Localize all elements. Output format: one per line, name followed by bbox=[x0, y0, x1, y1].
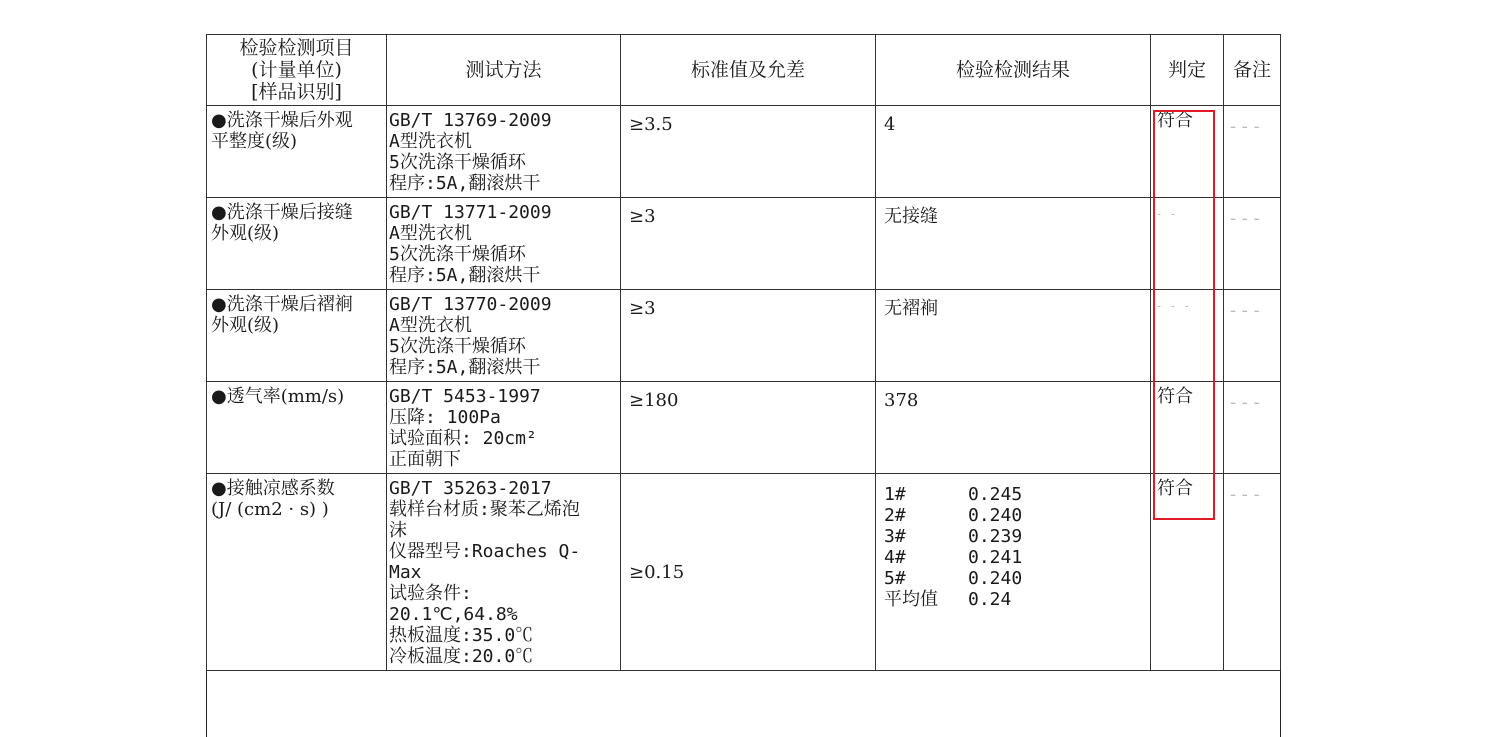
result-row: 5# 0.240 bbox=[884, 568, 1023, 589]
judgement-cell bbox=[1151, 198, 1224, 290]
item-cell: ●洗涤干燥后外观 平整度(级) bbox=[207, 106, 387, 198]
header-standard: 标准值及允差 bbox=[621, 35, 876, 106]
header-method: 测试方法 bbox=[387, 35, 621, 106]
result-row: 平均值 0.24 bbox=[884, 589, 1012, 610]
result-row: 1# 0.245 bbox=[884, 484, 1023, 505]
empty-dash: - - - bbox=[1157, 299, 1192, 313]
note-cell: - - - bbox=[1224, 198, 1281, 290]
item-cell: ●透气率(mm/s) bbox=[207, 382, 387, 474]
note-cell: - - - bbox=[1224, 382, 1281, 474]
item-cell: ●接触凉感系数 (J/ (cm2 · s) ) bbox=[207, 474, 387, 671]
judgement-cell: 符合 bbox=[1151, 106, 1224, 198]
table-row bbox=[207, 106, 1281, 198]
standard-cell: ≥3 bbox=[621, 198, 876, 290]
method-cell: GB/T 35263-2017 载样台材质:聚苯乙烯泡 沫 仪器型号:Roaches Q- Max 试验条件: 20.1℃,64.8% 热板温度:35.0℃ 冷板温度:20.0℃ bbox=[387, 474, 621, 671]
header-result: 检验检测结果 bbox=[876, 35, 1151, 106]
header-judgement: 判定 bbox=[1151, 35, 1224, 106]
result-cell: 无接缝 bbox=[876, 198, 1151, 290]
table-row bbox=[207, 474, 1281, 671]
table-header-row bbox=[207, 35, 1281, 106]
result-cell: 无褶裥 bbox=[876, 290, 1151, 382]
method-cell: GB/T 13769-2009 A型洗衣机 5次洗涤干燥循环 程序:5A,翻滚烘干 bbox=[387, 106, 621, 198]
result-cell: 4 bbox=[876, 106, 1151, 198]
result-row: 4# 0.241 bbox=[884, 547, 1023, 568]
method-cell: GB/T 13771-2009 A型洗衣机 5次洗涤干燥循环 程序:5A,翻滚烘干 bbox=[387, 198, 621, 290]
standard-cell: ≥3 bbox=[621, 290, 876, 382]
test-report-table-frame bbox=[206, 34, 1281, 737]
method-cell: GB/T 13770-2009 A型洗衣机 5次洗涤干燥循环 程序:5A,翻滚烘干 bbox=[387, 290, 621, 382]
method-cell: GB/T 5453-1997 压降: 100Pa 试验面积: 20cm² 正面朝下 bbox=[387, 382, 621, 474]
standard-cell: ≥3.5 bbox=[621, 106, 876, 198]
table-row bbox=[207, 290, 1281, 382]
item-cell: ●洗涤干燥后褶裥 外观(级) bbox=[207, 290, 387, 382]
note-cell: - - - bbox=[1224, 290, 1281, 382]
header-item: 检验检测项目 (计量单位) [样品识别] bbox=[207, 35, 387, 106]
header-note: 备注 bbox=[1224, 35, 1281, 106]
result-row: 2# 0.240 bbox=[884, 505, 1023, 526]
result-cell: 378 bbox=[876, 382, 1151, 474]
table-row bbox=[207, 198, 1281, 290]
empty-dash: - - bbox=[1157, 207, 1178, 221]
judgement-cell: 符合 bbox=[1151, 382, 1224, 474]
note-cell: - - - bbox=[1224, 106, 1281, 198]
result-row: 3# 0.239 bbox=[884, 526, 1023, 547]
result-cell bbox=[876, 474, 1151, 671]
table-row bbox=[207, 382, 1281, 474]
standard-cell: ≥0.15 bbox=[621, 474, 876, 671]
item-cell: ●洗涤干燥后接缝 外观(级) bbox=[207, 198, 387, 290]
cooling-coefficient-results bbox=[884, 484, 1022, 610]
judgement-cell: 符合 bbox=[1151, 474, 1224, 671]
standard-cell: ≥180 bbox=[621, 382, 876, 474]
note-cell: - - - bbox=[1224, 474, 1281, 671]
test-results-table bbox=[206, 34, 1281, 671]
judgement-cell bbox=[1151, 290, 1224, 382]
